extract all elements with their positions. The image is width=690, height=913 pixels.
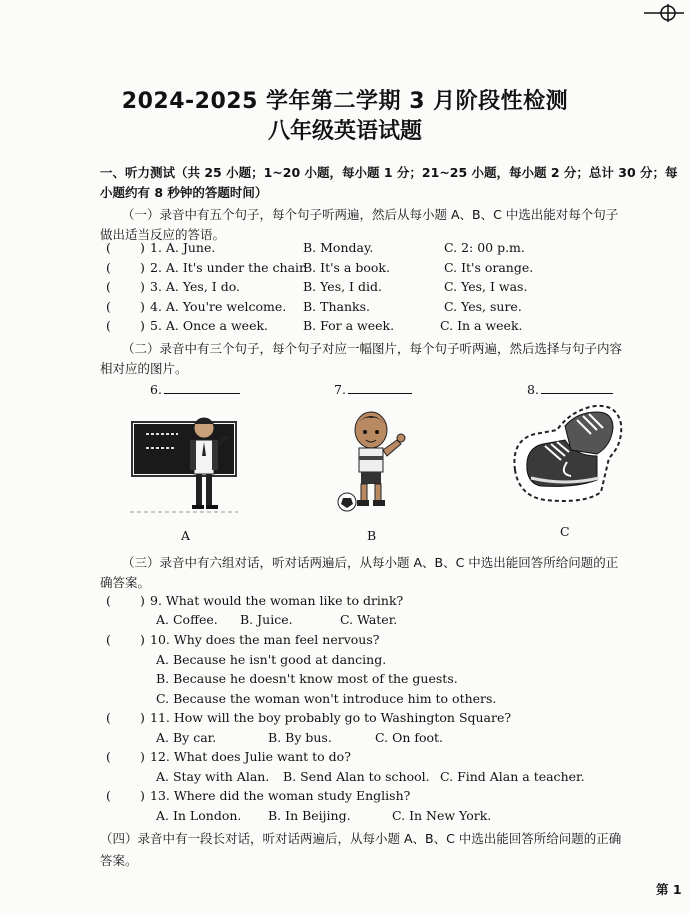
answer-paren-close: ) [140, 279, 145, 294]
answer-blank-8[interactable] [527, 381, 613, 397]
blank-line [541, 381, 613, 394]
question-10-text: 10. Why does the man feel nervous? [150, 632, 380, 647]
answer-paren-close: ) [140, 710, 145, 725]
answer-paren-close: ) [140, 632, 145, 647]
answer-paren-open[interactable]: ( [106, 299, 111, 314]
answer-paren-close: ) [140, 593, 145, 608]
teacher-blackboard-picture [128, 408, 240, 518]
option-a: A. By car. [156, 730, 217, 745]
exam-title: 2024-2025 学年第二学期 3 月阶段性检测 [121, 89, 569, 114]
part1-heading-line2: 小题约有 8 秒钟的答题时间） [100, 185, 268, 200]
sneakers-picture [505, 400, 627, 508]
option-a: 3. A. Yes, I do. [150, 279, 240, 294]
option-c: C. Water. [340, 612, 398, 627]
option-a: A. In London. [156, 808, 242, 823]
answer-paren-open[interactable]: ( [106, 279, 111, 294]
section3-instruction-line1: （三）录音中有六组对话，听对话两遍后，从每小题 A、B、C 中选出能回答所给问题的正 [122, 555, 619, 570]
page-number: 第 1 [656, 882, 682, 897]
option-c: C. It's orange. [444, 260, 534, 275]
option-c: C. Because the woman won't introduce him to others. [156, 691, 497, 706]
answer-paren-open[interactable]: ( [106, 593, 111, 608]
option-c: C. On foot. [375, 730, 444, 745]
option-a: A. Stay with Alan. [156, 769, 270, 784]
answer-paren-open[interactable]: ( [106, 710, 111, 725]
registration-mark-icon [644, 2, 684, 24]
question-9-text: 9. What would the woman like to drink? [150, 593, 404, 608]
answer-paren-close: ) [140, 260, 145, 275]
answer-paren-open[interactable]: ( [106, 260, 111, 275]
question-11-text: 11. How will the boy probably go to Washington Square? [150, 710, 512, 725]
question-12-text: 12. What does Julie want to do? [150, 749, 351, 764]
picture-label-b: B [367, 528, 377, 543]
option-c: C. In New York. [392, 808, 492, 823]
option-b: B. It's a book. [303, 260, 390, 275]
question-13-text: 13. Where did the woman study English? [150, 788, 411, 803]
option-c: C. 2: 00 p.m. [444, 240, 525, 255]
option-b: B. Juice. [240, 612, 293, 627]
option-c: C. In a week. [440, 318, 523, 333]
option-b: B. Thanks. [303, 299, 370, 314]
answer-paren-open[interactable]: ( [106, 240, 111, 255]
blank-number: 6. [150, 382, 162, 397]
section2-instruction-line2: 相对应的图片。 [100, 361, 188, 376]
answer-paren-close: ) [140, 299, 145, 314]
option-a: 4. A. You're welcome. [150, 299, 287, 314]
option-b: B. Send Alan to school. [283, 769, 430, 784]
section2-instruction-line1: （二）录音中有三个句子，每个句子对应一幅图片，每个句子听两遍，然后选择与句子内容 [122, 341, 623, 356]
blank-number: 8. [527, 382, 539, 397]
option-b: B. Because he doesn't know most of the guests. [156, 671, 458, 686]
answer-paren-open[interactable]: ( [106, 749, 111, 764]
option-b: B. In Beijing. [268, 808, 351, 823]
blank-number: 7. [334, 382, 346, 397]
option-b: B. Monday. [303, 240, 374, 255]
section4-instruction-line2: 答案。 [100, 853, 138, 868]
answer-paren-open[interactable]: ( [106, 788, 111, 803]
exam-subtitle: 八年级英语试题 [267, 119, 422, 144]
section4-instruction-line1: （四）录音中有一段长对话，听对话两遍后，从每小题 A、B、C 中选出能回答所给问题的正确 [100, 831, 622, 846]
picture-label-a: A [181, 528, 191, 543]
part1-heading-line1: 一、听力测试（共 25 小题；1~20 小题，每小题 1 分；21~25 小题，每小题 2 分；总计 30 分；每 [100, 165, 678, 180]
option-a: A. Coffee. [156, 612, 218, 627]
blank-line [348, 381, 412, 394]
option-b: B. Yes, I did. [303, 279, 382, 294]
section1-instruction-line1: （一）录音中有五个句子，每个句子听两遍，然后从每小题 A、B、C 中选出能对每个句子 [122, 207, 619, 222]
answer-paren-open[interactable]: ( [106, 318, 111, 333]
option-c: C. Yes, I was. [444, 279, 528, 294]
option-c: C. Yes, sure. [444, 299, 522, 314]
option-a: A. Because he isn't good at dancing. [156, 652, 387, 667]
answer-paren-close: ) [140, 749, 145, 764]
option-b: B. By bus. [268, 730, 332, 745]
answer-paren-close: ) [140, 788, 145, 803]
section1-instruction-line2: 做出适当反应的答语。 [100, 227, 226, 242]
answer-paren-open[interactable]: ( [106, 632, 111, 647]
option-a: 2. A. It's under the chair. [150, 260, 308, 275]
option-a: 5. A. Once a week. [150, 318, 269, 333]
answer-paren-close: ) [140, 318, 145, 333]
answer-blank-6[interactable] [150, 381, 240, 397]
answer-paren-close: ) [140, 240, 145, 255]
option-c: C. Find Alan a teacher. [440, 769, 585, 784]
answer-blank-7[interactable] [334, 381, 412, 397]
picture-label-c: C [560, 524, 570, 539]
option-b: B. For a week. [303, 318, 395, 333]
option-a: 1. A. June. [150, 240, 216, 255]
blank-line [164, 381, 240, 394]
boy-football-picture [335, 404, 415, 516]
section3-instruction-line2: 确答案。 [100, 575, 151, 590]
